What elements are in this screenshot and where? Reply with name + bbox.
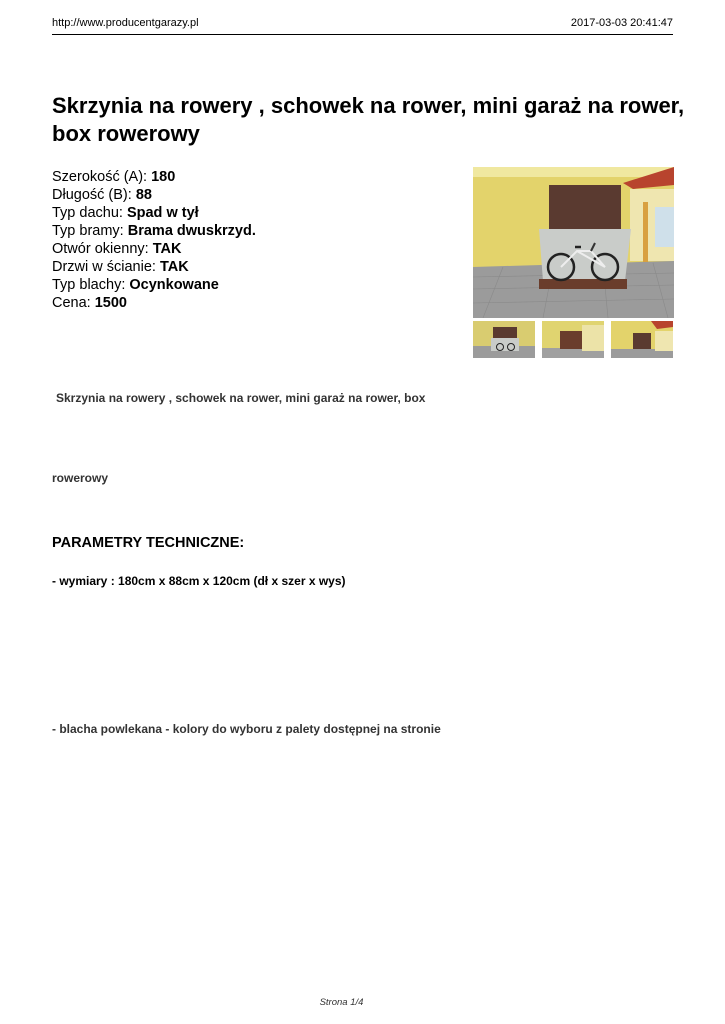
spec-length [52, 186, 256, 204]
spec-label: Otwór okienny: [52, 241, 153, 257]
product-photo-main[interactable] [473, 167, 674, 318]
page-number: Strona 1/4 [319, 997, 364, 1008]
spec-label: Typ bramy: [52, 223, 128, 239]
spec-value: 1500 [94, 295, 127, 311]
spec-label: Typ blachy: [52, 277, 130, 293]
page-title: Skrzynia na rowery , schowek na rower, mini garaż na rower, box rowerowy [52, 93, 685, 146]
spec-wall-door [52, 258, 256, 276]
thumbnail-image [542, 321, 604, 358]
spec-width [52, 168, 256, 186]
page-header [52, 16, 673, 35]
spec-gate-type [52, 222, 256, 240]
spec-label: Typ dachu: [52, 205, 127, 221]
bike-shed-photo [473, 167, 674, 318]
spec-label: Drzwi w ścianie: [52, 259, 160, 275]
spec-value: Spad w tył [126, 205, 199, 221]
header-url[interactable]: http://www.producentgarazy.pl [52, 17, 199, 29]
spec-value: TAK [159, 259, 189, 275]
intro-text: Skrzynia na rowery , schowek na rower, mini garaż na rower, box [56, 391, 426, 405]
section-heading: PARAMETRY TECHNICZNE: [52, 535, 245, 551]
dimensions-text: - wymiary : 180cm x 88cm x 120cm (dł x szer x wys) [52, 574, 346, 588]
spec-value: Brama dwuskrzyd. [127, 223, 256, 239]
sheet-note-text: - blacha powlekana - kolory do wyboru z palety dostępnej na stronie [52, 722, 441, 736]
product-thumbnail-1[interactable] [473, 321, 535, 358]
spec-label: Szerokość (A): [52, 169, 152, 185]
spec-price [52, 294, 256, 312]
spec-value: 180 [151, 169, 176, 185]
product-thumbnail-2[interactable] [542, 321, 604, 358]
spec-label: Długość (B): [52, 187, 136, 203]
spec-value: 88 [135, 187, 152, 203]
spec-value: TAK [152, 241, 182, 257]
header-datetime: 2017-03-03 20:41:47 [570, 17, 673, 29]
spec-list [52, 168, 256, 312]
thumbnail-image [473, 321, 535, 358]
spec-roof-type [52, 204, 256, 222]
spec-label: Cena: [52, 295, 95, 311]
product-thumbnail-3[interactable] [611, 321, 673, 358]
spec-sheet-type [52, 276, 256, 294]
intro-text-continued: rowerowy [52, 471, 109, 485]
thumbnail-image [611, 321, 673, 358]
spec-value: Ocynkowane [129, 277, 219, 293]
spec-window [52, 240, 256, 258]
